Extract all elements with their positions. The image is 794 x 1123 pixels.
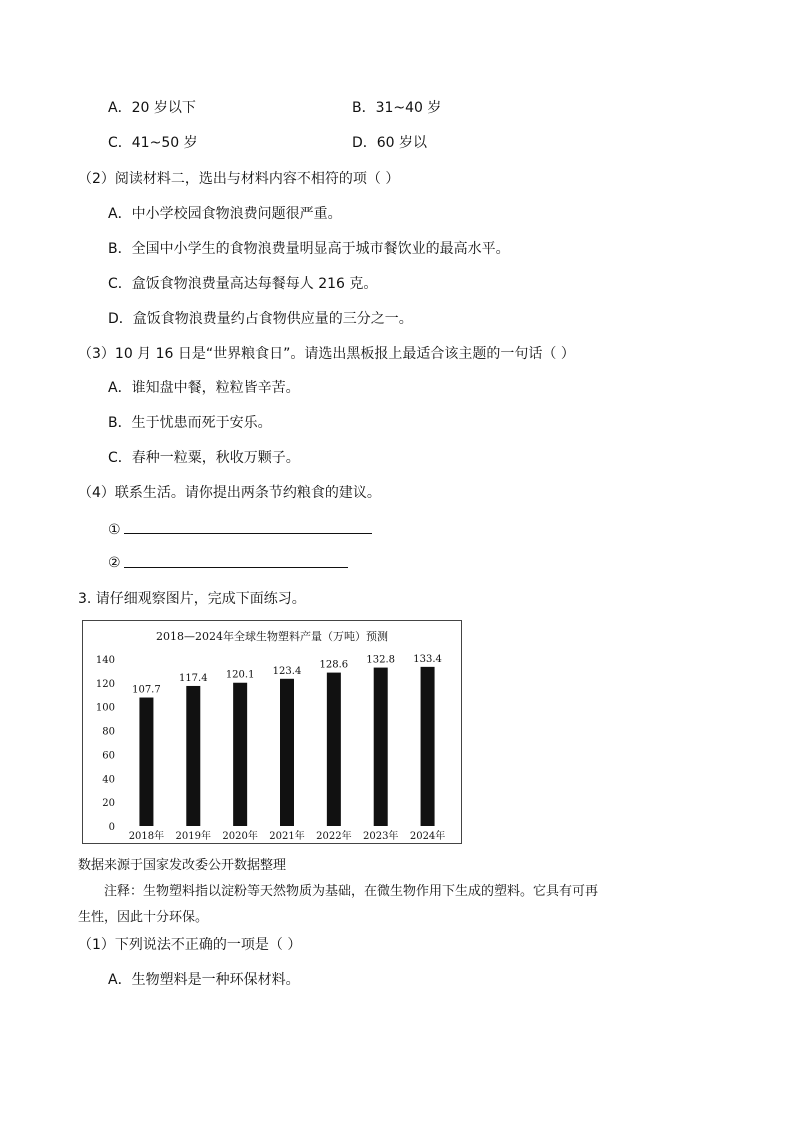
x-category-label: 2022年 [316, 831, 352, 842]
bar-2022年 [327, 673, 341, 826]
x-category-label: 2020年 [222, 831, 258, 842]
section-3-heading: 3. 请仔细观察图片，完成下面练习。 [78, 591, 306, 607]
bar-value-label: 123.4 [272, 665, 302, 677]
y-tick-label: 40 [102, 774, 115, 786]
y-tick-label: 60 [102, 750, 115, 762]
y-tick-label: 0 [108, 822, 115, 833]
x-category-label: 2019年 [175, 831, 212, 842]
y-tick-label: 80 [102, 726, 115, 738]
option-d: D．60 岁以 [352, 135, 428, 151]
bar-value-label: 128.6 [319, 659, 349, 671]
x-category-label: 2024年 [409, 831, 446, 842]
bar-value-label: 107.7 [132, 684, 161, 696]
y-tick-label: 100 [95, 702, 115, 714]
x-category-label: 2023年 [362, 831, 399, 842]
question-2-option-b: B．全国中小学生的食物浪费量明显高于城市餐饮业的最高水平。 [108, 241, 510, 257]
data-source-note: 数据来源于国家发改委公开数据整理 [78, 858, 287, 873]
answer-blank-1-line[interactable] [124, 533, 372, 534]
bar-chart [82, 620, 462, 844]
question-2-option-d: D．盒饭食物浪费量约占食物供应量的三分之一。 [108, 311, 413, 327]
bar-2018年 [139, 698, 153, 826]
bar-chart-svg [83, 621, 461, 843]
bar-2019年 [186, 686, 200, 826]
annotation-line-1: 注释：生物塑料指以淀粉等天然物质为基础，在微生物作用下生成的塑料。它具有可再 [104, 884, 599, 899]
bar-value-label: 117.4 [178, 672, 208, 684]
question-2-option-c: C．盒饭食物浪费量高达每餐每人 216 克。 [108, 276, 378, 292]
bar-value-label: 120.1 [225, 669, 255, 681]
question-4-stem: （4）联系生活。请你提出两条节约粮食的建议。 [78, 485, 381, 501]
annotation-line-2: 生性，因此十分环保。 [78, 910, 209, 925]
chart-title: 2018—2024年全球生物塑料产量（万吨）预测 [156, 630, 388, 643]
question-3-option-a: A．谁知盘中餐，粒粒皆辛苦。 [108, 380, 300, 396]
option-b: B．31~40 岁 [352, 100, 442, 116]
x-category-label: 2021年 [269, 831, 305, 842]
bar-2023年 [374, 668, 388, 826]
answer-blank-1-marker: ① [108, 522, 121, 538]
answer-blank-2-line[interactable] [124, 567, 348, 568]
option-c: C．41~50 岁 [108, 135, 198, 151]
question-3-stem: （3）10 月 16 日是“世界粮食日”。请选出黑板报上最适合该主题的一句话（ ） [78, 346, 575, 362]
bar-2021年 [280, 679, 294, 826]
bar-value-label: 133.4 [413, 653, 442, 665]
option-a: A．20 岁以下 [108, 100, 196, 116]
section-3-question-1-stem: （1）下列说法不正确的一项是（ ） [78, 937, 302, 953]
question-3-option-b: B．生于忧患而死于安乐。 [108, 415, 272, 431]
bar-value-label: 132.8 [366, 654, 396, 666]
y-tick-label: 140 [95, 655, 115, 666]
section-3-question-1-option-a: A．生物塑料是一种环保材料。 [108, 972, 300, 988]
bar-2020年 [233, 683, 247, 826]
bar-2024年 [421, 667, 435, 826]
y-tick-label: 120 [95, 678, 115, 690]
question-2-option-a: A．中小学校园食物浪费问题很严重。 [108, 206, 342, 222]
y-tick-label: 20 [102, 798, 115, 810]
question-2-stem: （2）阅读材料二，选出与材料内容不相符的项（ ） [78, 171, 400, 187]
answer-blank-2-marker: ② [108, 555, 121, 571]
question-3-option-c: C．春种一粒粟，秋收万颗子。 [108, 450, 300, 466]
x-category-label: 2018年 [128, 831, 165, 842]
